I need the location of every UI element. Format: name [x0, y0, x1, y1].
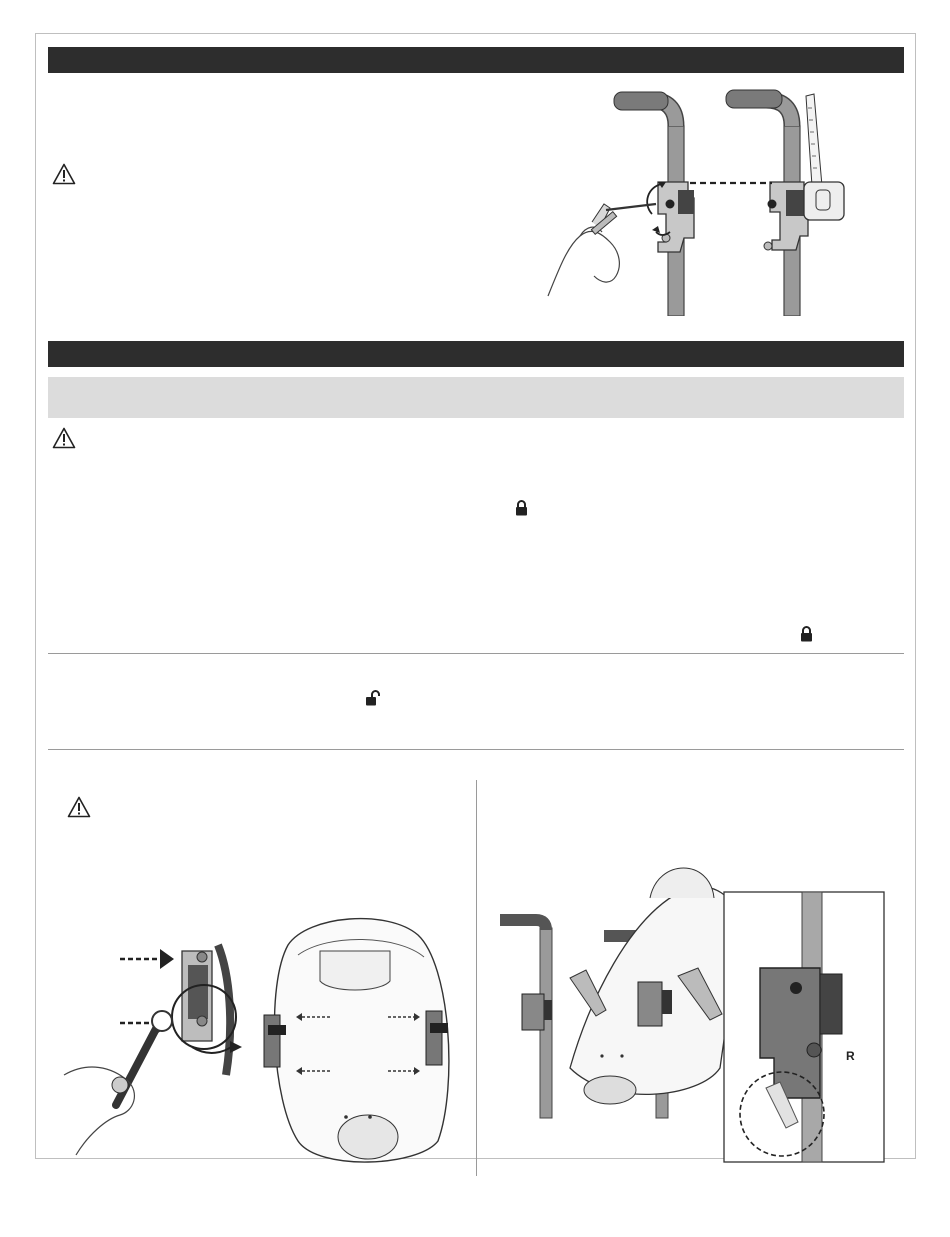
padlock-open-icon: [365, 690, 381, 711]
padlock-closed-icon: [800, 626, 813, 647]
figure-seat-on-frame: [500, 858, 890, 1164]
figure-seat-mount-tighten: [58, 905, 468, 1175]
divider: [48, 749, 904, 750]
warning-triangle-icon: [52, 427, 76, 454]
figure-bracket-adjust-measure: [540, 86, 860, 316]
divider: [48, 653, 904, 654]
warning-triangle-icon: [52, 163, 76, 190]
padlock-closed-icon: [515, 500, 528, 521]
warning-triangle-icon: [67, 796, 91, 823]
column-divider: [476, 780, 477, 1176]
section-sub-band: [48, 377, 904, 418]
section-header-bar-2: [48, 341, 904, 367]
section-header-bar-1: [48, 47, 904, 73]
bracket-r-label: R: [846, 1049, 855, 1063]
